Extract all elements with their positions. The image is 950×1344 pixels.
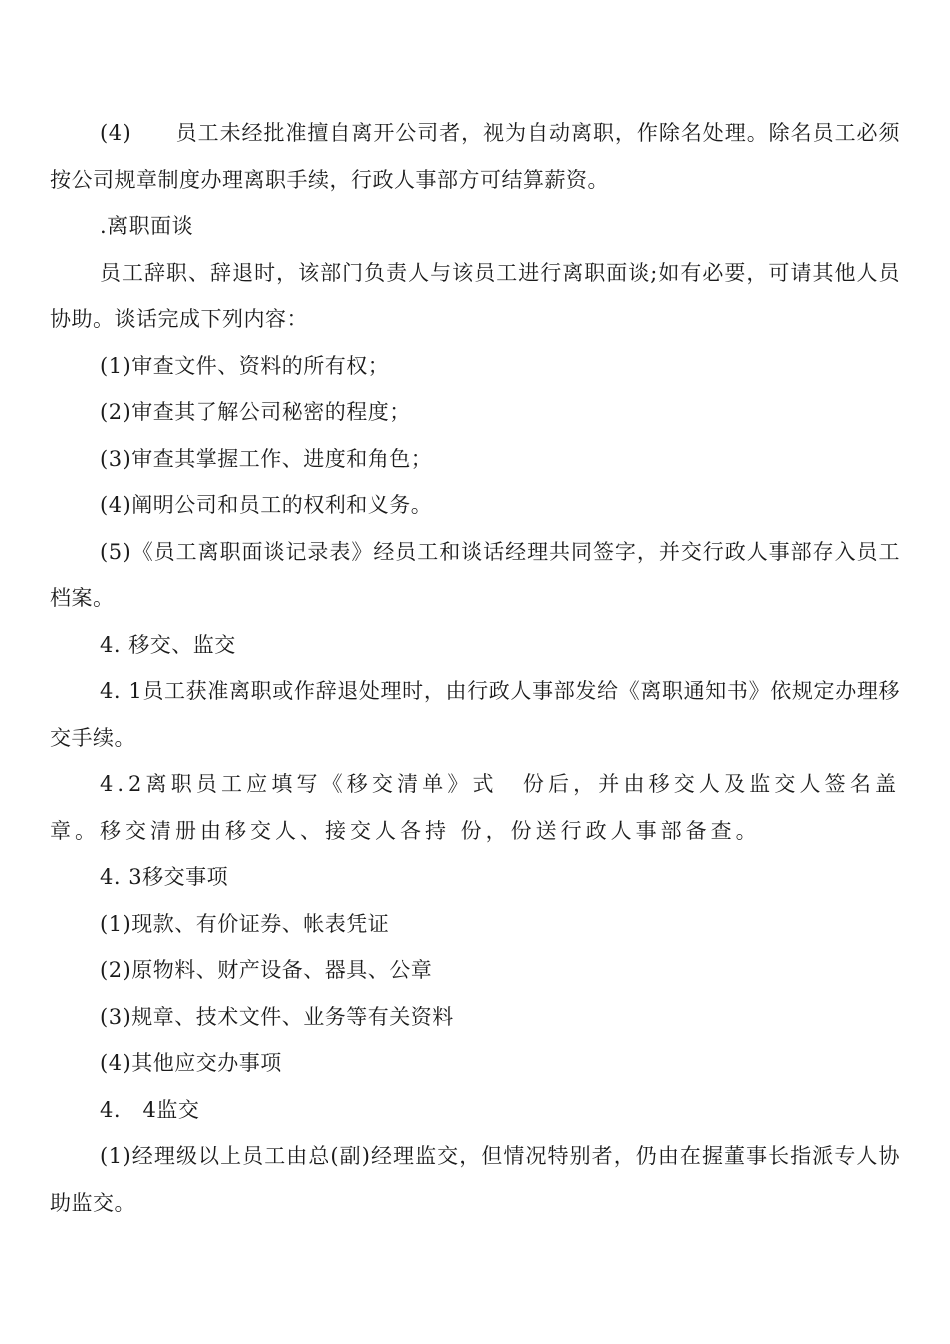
heading-supervision: 4. 4监交 — [100, 1097, 200, 1122]
paragraph-handover-4-2: 4.2离职员工应填写《移交清单》式 份后，并由移交人及监交人签名盖章。移交清册由移交人、接交人各持 份，份送行政人事部备查。 — [50, 772, 900, 843]
list-item-interview-3: (3)审查其掌握工作、进度和角色； — [100, 446, 433, 471]
heading-handover-items: 4. 3移交事项 — [100, 865, 229, 889]
list-item-interview-4: (4)阐明公司和员工的权利和义务。 — [100, 493, 433, 517]
paragraph-unauthorized-leave: (4) 员工未经批准擅自离开公司者，视为自动离职，作除名处理。除名员工必须按公司规章制度办理离职手续，行政人事部方可结算薪资。 — [50, 121, 900, 192]
list-item-interview-1: (1)审查文件、资料的所有权； — [100, 353, 390, 378]
document-body — [50, 110, 900, 1226]
list-item-handover-1: (1)现款、有价证券、帐表凭证 — [100, 911, 390, 936]
heading-handover: 4. 移交、监交 — [100, 632, 236, 657]
heading-exit-interview: .离职面谈 — [100, 214, 194, 238]
list-item-interview-5: (5)《员工离职面谈记录表》经员工和谈话经理共同签字，并交行政人事部存入员工档案。 — [50, 539, 900, 610]
paragraph-supervision-1: (1)经理级以上员工由总(副)经理监交，但情况特别者，仍由在握董事长指派专人协助监交。 — [50, 1144, 900, 1215]
list-item-handover-4: (4)其他应交办事项 — [100, 1051, 282, 1075]
paragraph-exit-interview-intro: 员工辞职、辞退时，该部门负责人与该员工进行离职面谈;如有必要，可请其他人员协助。谈话完成下列内容： — [50, 260, 900, 331]
list-item-interview-2: (2)审查其了解公司秘密的程度； — [100, 400, 411, 424]
paragraph-handover-4-1: 4. 1员工获准离职或作辞退处理时，由行政人事部发给《离职通知书》依规定办理移交手续。 — [50, 679, 900, 750]
list-item-handover-3: (3)规章、技术文件、业务等有关资料 — [100, 1004, 454, 1029]
list-item-handover-2: (2)原物料、财产设备、器具、公章 — [100, 958, 433, 982]
